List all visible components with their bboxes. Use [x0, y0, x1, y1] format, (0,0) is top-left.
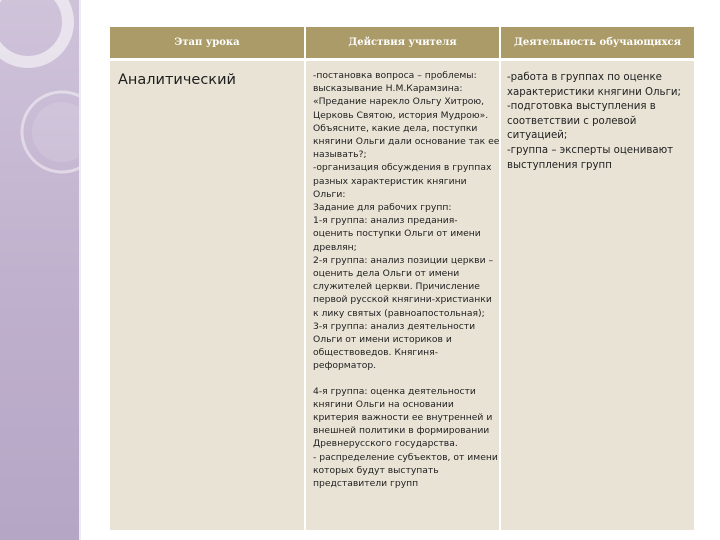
text-line: -подготовка выступления в: [507, 101, 656, 113]
text-line: представители групп: [313, 478, 419, 490]
text-line: критерия важности ее внутренней и: [313, 412, 493, 424]
text-line: соответствии с ролевой: [507, 115, 637, 127]
text-line: разных характеристик княгини: [313, 175, 467, 187]
text-line: реформатор.: [313, 360, 377, 372]
text-line: Ольги:: [313, 188, 346, 200]
teacher-actions-cell: [305, 60, 500, 531]
text-line: древлян;: [313, 241, 357, 253]
text-line: Задание для рабочих групп:: [313, 202, 452, 214]
text-line: «Предание нарекло Ольгу Хитрою,: [313, 96, 485, 108]
text-line: к лику святых (равноапостольная);: [313, 307, 485, 319]
text-line: которых будут выступать: [313, 464, 439, 476]
text-line: 4-я группа: оценка деятельности: [313, 385, 476, 397]
header-student-activity: Деятельность обучающихся: [500, 27, 694, 60]
lesson-table: [110, 27, 694, 530]
text-line: Ольги от имени историков и: [313, 334, 452, 346]
text-line: 3-я группа: анализ деятельности: [313, 320, 476, 332]
student-activity-text: [507, 71, 690, 173]
text-line: ситуацией;: [507, 130, 568, 142]
text-line: княгини Ольги на основании: [313, 398, 454, 410]
text-line: княгини Ольги дали основание так ее: [313, 136, 500, 148]
header-teacher-actions: Действия учителя: [305, 27, 500, 60]
decorative-circles: [0, 0, 79, 540]
text-line: -работа в группах по оценке: [507, 72, 662, 83]
text-line: -постановка вопроса – проблемы:: [313, 70, 477, 81]
text-line: Церковь Святою, история Мудрою».: [313, 109, 489, 121]
text-line: оценить дела Ольги от имени: [313, 268, 460, 280]
table-row: [110, 60, 694, 531]
text-line: называть?;: [313, 149, 367, 161]
text-line: - распределение субъектов, от имени: [313, 451, 498, 463]
teacher-actions-part-1: [313, 69, 500, 373]
teacher-actions-part-2: [313, 385, 498, 491]
text-line: характеристики княгини Ольги;: [507, 86, 681, 98]
sidebar-divider: [79, 0, 81, 540]
stage-cell: Аналитический: [110, 60, 305, 531]
header-row: [110, 27, 694, 60]
text-line: выступления групп: [507, 159, 612, 171]
text-line: обществоведов. Княгиня-: [313, 347, 439, 359]
text-line: Древнерусского государства.: [313, 438, 458, 450]
text-line: -организация обсуждения в группах: [313, 162, 492, 174]
decorative-sidebar: [0, 0, 79, 540]
text-line: первой русской княгини-христианки: [313, 294, 492, 306]
header-stage: Этап урока: [110, 27, 305, 60]
text-line: оценить поступки Ольги от имени: [313, 228, 481, 240]
text-line: -группа – эксперты оценивают: [507, 144, 674, 156]
text-line: высказывание Н.М.Карамзина:: [313, 83, 463, 95]
text-line: 1-я группа: анализ предания-: [313, 215, 458, 227]
text-line: 2-я группа: анализ позиции церкви –: [313, 254, 494, 266]
text-line: Объясните, какие дела, поступки: [313, 122, 478, 134]
text-line: служителей церкви. Причисление: [313, 281, 480, 293]
text-line: внешней политики в формировании: [313, 425, 490, 437]
student-activity-cell: [500, 60, 694, 531]
